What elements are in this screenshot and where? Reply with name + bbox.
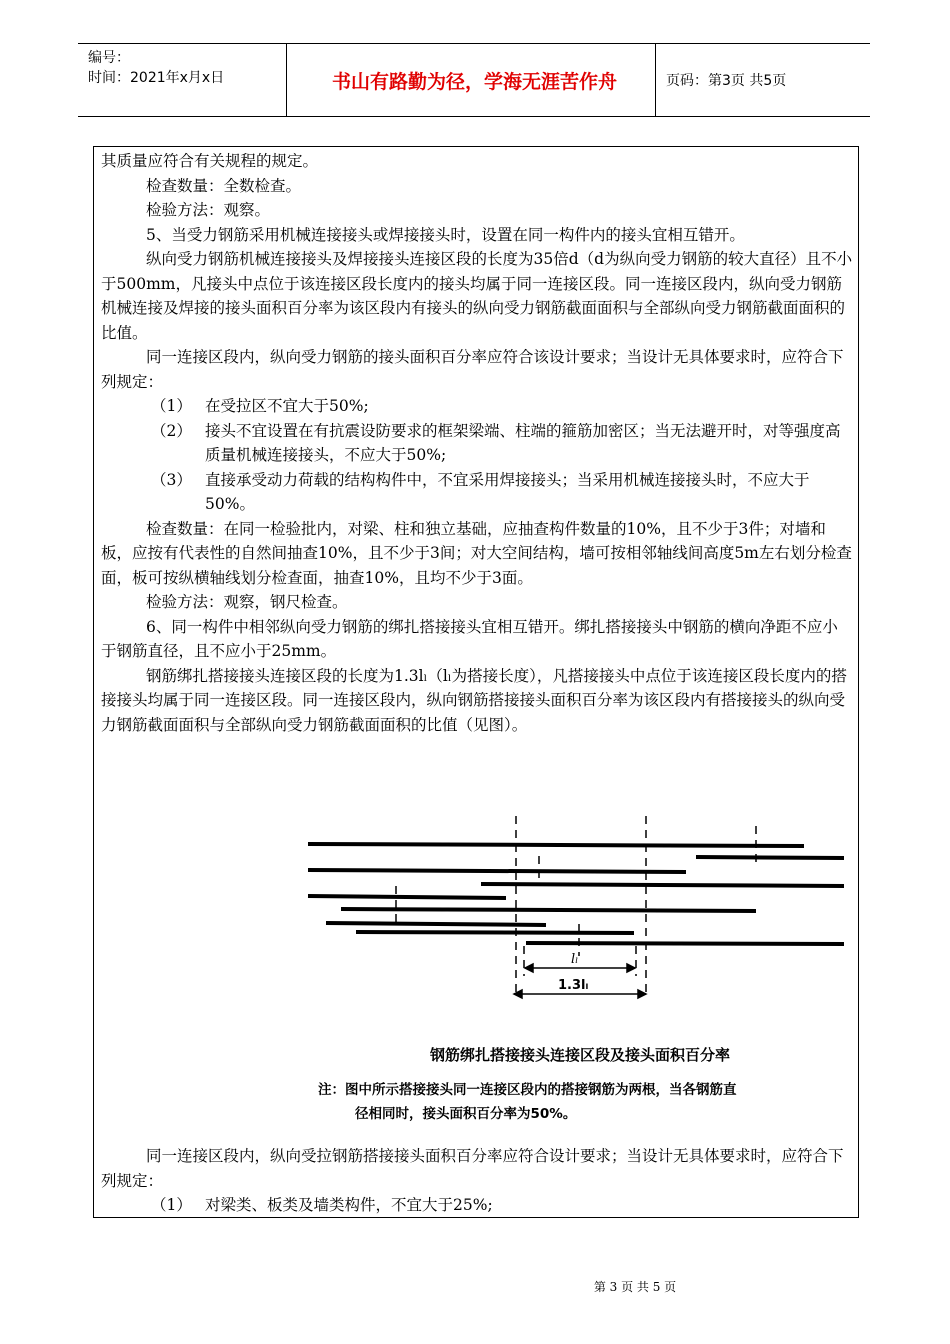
paragraph: 检验方法：观察，钢尺检查。 (146, 593, 348, 611)
paragraph: 检查数量：在同一检验批内，对梁、柱和独立基础，应抽查构件数量的10%，且不少于3件；对墙和板，应按有代表性的自然间抽查10%，且不少于3间；对大空间结构，墙可按相邻轴线间高度5m左右划分检查面，板可按纵横轴线划分检查面，抽查10%，且均不少于3面。 (101, 519, 852, 587)
header-motto: 书山有路勤为径，学海无涯苦作舟 (331, 70, 617, 93)
paragraph: 纵向受力钢筋机械连接接头及焊接接头连接区段的长度为35倍d（d为纵向受力钢筋的较大直径）且不小于500mm，凡接头中点位于该连接区段长度内的接头均属于同一连接区段。同一连接区段内，纵向受力钢筋机械连接及焊接的接头面积百分率为该区段内有接头的纵向受力钢筋截面面积与全部纵向受力钢筋截面面积的比值。 (101, 250, 853, 342)
number-label: 编号： (88, 50, 130, 66)
list-item: （1） 在受拉区不宜大于50%; (151, 397, 369, 415)
document-body (101, 149, 853, 737)
paragraph: 同一连接区段内，纵向受力钢筋的接头面积百分率应符合该设计要求；当设计无具体要求时，应符合下列规定： (101, 348, 844, 391)
paragraph: 检验方法：观察。 (146, 201, 271, 219)
list-item: （1） 对梁类、板类及墙类构件，不宜大于25%; (151, 1196, 493, 1214)
document-body-continued (101, 1144, 853, 1218)
paragraph: 其质量应符合有关规程的规定。 (101, 152, 319, 170)
list-item: （2） 接头不宜设置在有抗震设防要求的框架梁端、柱端的箍筋加密区；当无法避开时，对等强度高质量机械连接接头，不应大于50%; (151, 421, 841, 464)
figure-note (318, 1078, 848, 1126)
paragraph: 同一连接区段内，纵向受拉钢筋搭接接头面积百分率应符合设计要求；当设计无具体要求时，应符合下列规定： (101, 1147, 844, 1190)
note-line: 注：图中所示搭接接头同一连接区段内的搭接钢筋为两根，当各钢筋直 (318, 1082, 737, 1098)
page-label: 页码：第3页 共5页 (666, 73, 787, 89)
paragraph: 6、同一构件中相邻纵向受力钢筋的绑扎搭接接头宜相互错开。绑扎搭接接头中钢筋的横向净距不应小于钢筋直径，且不应小于25mm。 (101, 617, 838, 660)
time-label: 时间：2021年x月x日 (88, 70, 225, 86)
header-meta (88, 48, 224, 88)
note-line: 径相同时，接头面积百分率为50%。 (355, 1106, 577, 1122)
dim-lap-length: lₗ (571, 952, 579, 967)
list-item: （3） 直接承受动力荷载的结构构件中，不宜采用焊接接头；当采用机械连接接头时，不应大于50%。 (151, 470, 810, 513)
page-header (78, 43, 870, 117)
paragraph: 检查数量：全数检查。 (146, 176, 302, 195)
paragraph: 钢筋绑扎搭接接头连接区段的长度为1.3lₗ（lₗ为搭接长度），凡搭接接头中点位于该连接区段长度内的搭接接头均属于同一连接区段。同一连接区段内，纵向钢筋搭接接头面积百分率为该区段内有搭接接头的纵向受力钢筋截面面积与全部纵向受力钢筋截面面积的比值（见图）。 (101, 666, 847, 734)
figure-caption: 钢筋绑扎搭接接头连接区段及接头面积百分率 (430, 1046, 731, 1064)
dim-zone-length: 1.3lₗ (558, 978, 589, 993)
page-footer: 第 3 页 共 5 页 (593, 1280, 677, 1294)
paragraph: 5、当受力钢筋采用机械连接接头或焊接接头时，设置在同一构件内的接头宜相互错开。 (146, 225, 745, 244)
